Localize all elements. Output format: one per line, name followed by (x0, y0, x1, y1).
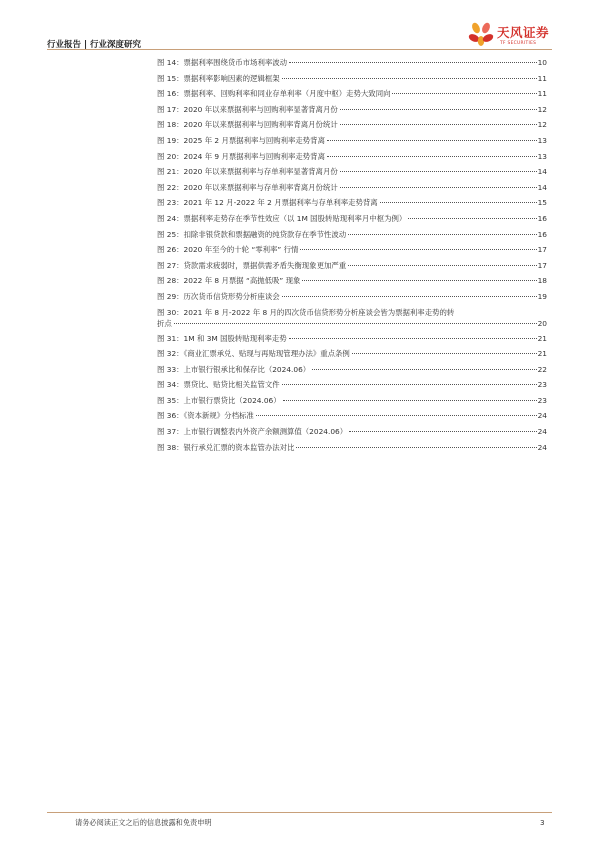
toc-entry[interactable] (157, 393, 547, 409)
toc-dot-leader (296, 447, 536, 448)
toc-entry[interactable] (157, 331, 547, 347)
toc-dot-leader (340, 187, 537, 188)
toc-entry-page: 24 (537, 442, 547, 452)
toc-entry[interactable] (157, 362, 547, 378)
footer-disclaimer: 请务必阅读正文之后的信息披露和免责申明 (75, 818, 212, 827)
toc-entry-label: 图 38：银行承兑汇票的资本监管办法对比 (157, 442, 295, 452)
toc-entry[interactable] (157, 86, 547, 102)
footer-divider (47, 812, 552, 813)
toc-entry-label: 图 30：2021 年 8 月-2022 年 8 月的四次货币信贷形势分析座谈会皆为票据利率走势的转 (157, 307, 455, 317)
toc-entry-label: 图 16：票据利率、回购利率和同业存单利率（月度中枢）走势大致同向 (157, 89, 391, 99)
toc-entry-page: 12 (537, 104, 547, 114)
company-logo (467, 20, 557, 50)
toc-entry[interactable] (157, 164, 547, 180)
report-category: 行业报告 | 行业深度研究 (47, 40, 142, 50)
toc-entry-page: 17 (537, 245, 547, 255)
toc-entry-page: 13 (537, 151, 547, 161)
toc-entry[interactable] (157, 258, 547, 274)
toc-entry-page: 19 (537, 291, 547, 301)
toc-entry-page: 21 (537, 349, 547, 359)
toc-entry[interactable] (157, 102, 547, 118)
toc-entry[interactable] (157, 133, 547, 149)
toc-entry[interactable] (157, 346, 547, 362)
toc-entry-label: 图 25：扣除非银贷款和票据融资的纯贷款存在季节性波动 (157, 229, 347, 239)
toc-entry[interactable] (157, 424, 547, 440)
toc-entry[interactable] (157, 211, 547, 227)
toc-entry-label-continued: 折点 (157, 318, 172, 328)
toc-dot-leader (408, 218, 536, 219)
figure-index (157, 55, 547, 455)
toc-entry-label: 图 22：2020 年以来票据利率与存单利率背离月份统计 (157, 182, 338, 192)
toc-entry-page: 23 (537, 395, 547, 405)
toc-entry[interactable] (157, 273, 547, 289)
toc-dot-leader (349, 431, 536, 432)
toc-entry[interactable] (157, 227, 547, 243)
toc-entry-page: 14 (537, 167, 547, 177)
toc-entry-label: 图 33：上市银行银承比和保存比（2024.06） (157, 364, 311, 374)
toc-entry-page: 12 (537, 120, 547, 130)
toc-entry[interactable] (157, 149, 547, 165)
toc-entry-page: 15 (537, 198, 547, 208)
toc-entry-label: 图 29：历次货币信贷形势分析座谈会 (157, 291, 280, 301)
toc-dot-leader (392, 93, 536, 94)
toc-entry-page: 22 (537, 364, 547, 374)
toc-entry[interactable] (157, 55, 547, 71)
toc-dot-leader (256, 415, 537, 416)
toc-entry[interactable] (157, 195, 547, 211)
toc-entry-label: 图 24：票据利率走势存在季节性效应（以 1M 国股转贴现利率月中枢为例） (157, 213, 407, 223)
toc-entry[interactable] (157, 180, 547, 196)
toc-entry-page: 21 (537, 333, 547, 343)
toc-entry-label: 图 36：《资本新规》分档标准 (157, 411, 254, 421)
toc-entry[interactable] (157, 289, 547, 305)
toc-entry-page: 11 (537, 89, 547, 99)
toc-entry-page: 20 (537, 318, 547, 328)
page-number: 3 (540, 818, 545, 827)
toc-entry-label: 图 18：2020 年以来票据利率与回购利率背离月份统计 (157, 120, 338, 130)
toc-dot-leader (174, 323, 537, 324)
toc-dot-leader (327, 140, 537, 141)
toc-entry[interactable] (157, 71, 547, 87)
logo-name-en: TF SECURITIES (500, 41, 537, 46)
toc-entry-page: 11 (537, 73, 547, 83)
toc-dot-leader (340, 124, 537, 125)
toc-entry[interactable] (157, 377, 547, 393)
logo-petals-icon (467, 20, 495, 48)
toc-entry-label: 图 14：票据利率围绕货币市场利率波动 (157, 58, 288, 67)
toc-entry-label: 图 37：上市银行调整表内外资产余额测算值（2024.06） (157, 427, 348, 437)
toc-dot-leader (282, 384, 537, 385)
logo-name-cn: 天风证券 (497, 25, 550, 40)
toc-entry-label: 图 21：2020 年以来票据利率与存单利率显著背离月份 (157, 167, 338, 177)
toc-dot-leader (340, 109, 537, 110)
toc-entry-label: 图 26：2020 年至今的十轮 “零利率” 行情 (157, 245, 299, 255)
toc-entry[interactable] (157, 117, 547, 133)
toc-dot-leader (289, 62, 537, 63)
toc-entry-label: 图 20：2024 年 9 月票据利率与回购利率走势背离 (157, 151, 325, 161)
toc-dot-leader (283, 400, 537, 401)
toc-entry-label: 图 31：1M 和 3M 国股转贴现利率走势 (157, 333, 287, 343)
toc-entry-label: 图 23：2021 年 12 月-2022 年 2 月票据利率与存单利率走势背离 (157, 198, 378, 208)
toc-entry-page: 14 (537, 182, 547, 192)
toc-entry-label: 图 27：贷款需求疲弱时，票据供需矛盾失衡现象更加严重 (157, 260, 347, 270)
toc-entry-page: 24 (537, 411, 547, 421)
toc-dot-leader (380, 202, 537, 203)
toc-entry-page: 18 (537, 276, 547, 286)
toc-entry-page: 10 (537, 58, 547, 67)
toc-dot-leader (282, 296, 537, 297)
toc-entry[interactable] (157, 242, 547, 258)
toc-dot-leader (340, 171, 537, 172)
toc-entry-label: 图 28：2022 年 8 月票据 “高抛低吸” 现象 (157, 276, 301, 286)
toc-entry-page: 13 (537, 135, 547, 145)
toc-dot-leader (348, 265, 536, 266)
toc-entry[interactable] (157, 408, 547, 424)
toc-entry-label: 图 32：《商业汇票承兑、贴现与再贴现管理办法》重点条例 (157, 349, 350, 359)
toc-entry-page: 16 (537, 229, 547, 239)
toc-entry-label: 图 15：票据利率影响因素的逻辑框架 (157, 73, 280, 83)
toc-entry-label: 图 35：上市银行票贷比（2024.06） (157, 395, 281, 405)
toc-entry-label: 图 34：票贷比、贴贷比相关监管文件 (157, 380, 280, 390)
toc-dot-leader (289, 338, 537, 339)
toc-entry-page: 23 (537, 380, 547, 390)
header-divider (47, 49, 552, 50)
toc-dot-leader (300, 249, 536, 250)
toc-entry-page: 16 (537, 213, 547, 223)
toc-dot-leader (302, 280, 536, 281)
toc-entry-continuation (157, 318, 547, 329)
toc-dot-leader (312, 369, 536, 370)
toc-dot-leader (282, 78, 537, 79)
toc-entry-page: 24 (537, 427, 547, 437)
toc-entry[interactable] (157, 305, 547, 331)
toc-dot-leader (327, 156, 537, 157)
toc-entry-label: 图 19：2025 年 2 月票据利率与回购利率走势背离 (157, 135, 325, 145)
toc-entry[interactable] (157, 440, 547, 456)
toc-dot-leader (348, 234, 536, 235)
toc-entry-label: 图 17：2020 年以来票据利率与回购利率显著背离月份 (157, 104, 338, 114)
toc-dot-leader (352, 353, 537, 354)
toc-entry-page: 17 (537, 260, 547, 270)
